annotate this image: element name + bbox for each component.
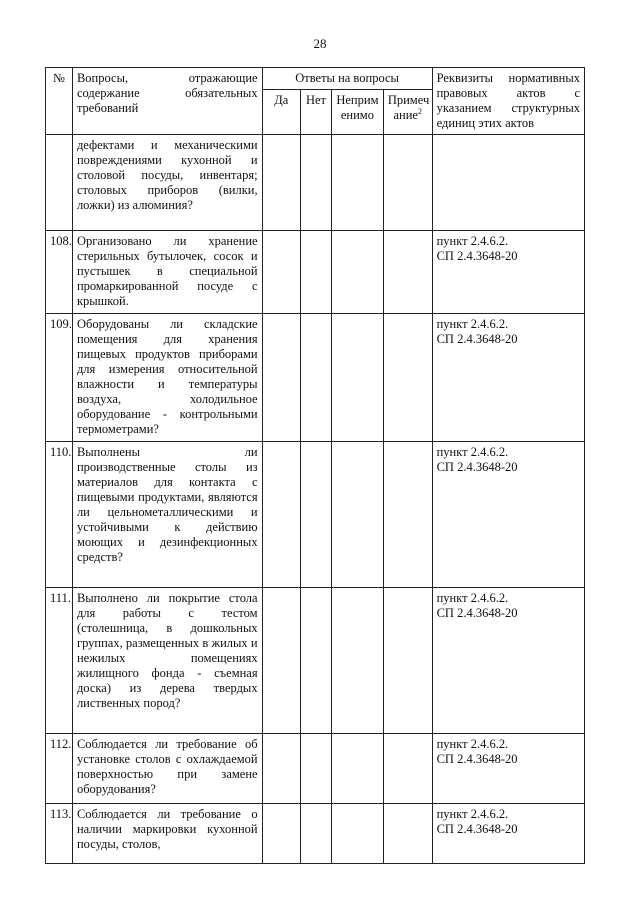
answer-no-cell[interactable] <box>300 734 331 804</box>
row-question: Соблюдается ли требование об установке столов с охлаждаемой поверхностью при замене оборудования? <box>72 734 262 804</box>
answer-yes-cell[interactable] <box>262 588 300 734</box>
answer-no-cell[interactable] <box>300 588 331 734</box>
header-no: Нет <box>300 90 331 135</box>
row-question: Оборудованы ли складские помещения для хранения пищевых продуктов приборами для измерения относительной влажности и температуры воздуха, холодильное оборудование - контрольными термометрами? <box>72 314 262 442</box>
table-row <box>46 442 585 588</box>
row-num: 111. <box>46 588 73 734</box>
answer-no-cell[interactable] <box>300 442 331 588</box>
answer-note-cell[interactable] <box>383 231 432 314</box>
row-question: Выполнено ли покрытие стола для работы с тестом (столешница, в дошкольных группах, размещенных в жилых и нежилых помещениях жилищного фонда - съемная доска) из дерева твердых лиственных пород? <box>72 588 262 734</box>
answer-note-cell[interactable] <box>383 804 432 864</box>
row-question: Соблюдается ли требование о наличии маркировки кухонной посуды, столов, <box>72 804 262 864</box>
answer-yes-cell[interactable] <box>262 442 300 588</box>
row-reference: пункт 2.4.6.2. СП 2.4.3648-20 <box>432 231 584 314</box>
answer-yes-cell[interactable] <box>262 135 300 231</box>
header-note-text: Примеч ание <box>387 93 430 123</box>
row-num: 112. <box>46 734 73 804</box>
row-reference: пункт 2.4.6.2. СП 2.4.3648-20 <box>432 442 584 588</box>
answer-note-cell[interactable] <box>383 314 432 442</box>
header-questions: Вопросы, отражающие содержание обязательных требований <box>72 68 262 135</box>
answer-not-applicable-cell[interactable] <box>332 314 384 442</box>
header-note <box>383 90 432 135</box>
checklist-table <box>45 67 585 864</box>
row-question: дефектами и механическими повреждениями кухонной и столовой посуды, инвентаря; столовых приборов (вилки, ложки) из алюминия? <box>72 135 262 231</box>
answer-not-applicable-cell[interactable] <box>332 231 384 314</box>
answer-no-cell[interactable] <box>300 804 331 864</box>
answer-no-cell[interactable] <box>300 314 331 442</box>
row-reference <box>432 135 584 231</box>
answer-no-cell[interactable] <box>300 231 331 314</box>
header-references: Реквизиты нормативных правовых актов с указанием структурных единиц этих актов <box>432 68 584 135</box>
row-num: 113. <box>46 804 73 864</box>
answer-yes-cell[interactable] <box>262 804 300 864</box>
header-answers: Ответы на вопросы <box>262 68 432 90</box>
answer-note-cell[interactable] <box>383 135 432 231</box>
answer-not-applicable-cell[interactable] <box>332 135 384 231</box>
header-yes: Да <box>262 90 300 135</box>
table-row <box>46 588 585 734</box>
answer-note-cell[interactable] <box>383 734 432 804</box>
row-num: 110. <box>46 442 73 588</box>
header-note-sup: 2 <box>417 107 422 117</box>
header-not-applicable: Неприм енимо <box>332 90 384 135</box>
answer-yes-cell[interactable] <box>262 231 300 314</box>
answer-not-applicable-cell[interactable] <box>332 442 384 588</box>
header-row <box>46 68 585 90</box>
answer-not-applicable-cell[interactable] <box>332 804 384 864</box>
row-question: Организовано ли хранение стерильных бутылочек, сосок и пустышек в специальной промаркированной посуде с крышкой. <box>72 231 262 314</box>
table-row <box>46 135 585 231</box>
row-reference: пункт 2.4.6.2. СП 2.4.3648-20 <box>432 588 584 734</box>
answer-not-applicable-cell[interactable] <box>332 734 384 804</box>
row-reference: пункт 2.4.6.2. СП 2.4.3648-20 <box>432 734 584 804</box>
table-row <box>46 231 585 314</box>
answer-yes-cell[interactable] <box>262 314 300 442</box>
row-reference: пункт 2.4.6.2. СП 2.4.3648-20 <box>432 314 584 442</box>
page-number: 28 <box>313 36 327 51</box>
table-row <box>46 804 585 864</box>
answer-not-applicable-cell[interactable] <box>332 588 384 734</box>
answer-yes-cell[interactable] <box>262 734 300 804</box>
row-num <box>46 135 73 231</box>
row-question: Выполнены ли производственные столы из материалов для контакта с пищевыми продуктами, являются ли цельнометаллическими и устойчивыми к действию моющих и дезинфекционных средств? <box>72 442 262 588</box>
answer-note-cell[interactable] <box>383 588 432 734</box>
table-row <box>46 734 585 804</box>
table-row <box>46 314 585 442</box>
answer-no-cell[interactable] <box>300 135 331 231</box>
row-num: 109. <box>46 314 73 442</box>
answer-note-cell[interactable] <box>383 442 432 588</box>
header-num: № <box>46 68 73 135</box>
row-reference: пункт 2.4.6.2. СП 2.4.3648-20 <box>432 804 584 864</box>
row-num: 108. <box>46 231 73 314</box>
